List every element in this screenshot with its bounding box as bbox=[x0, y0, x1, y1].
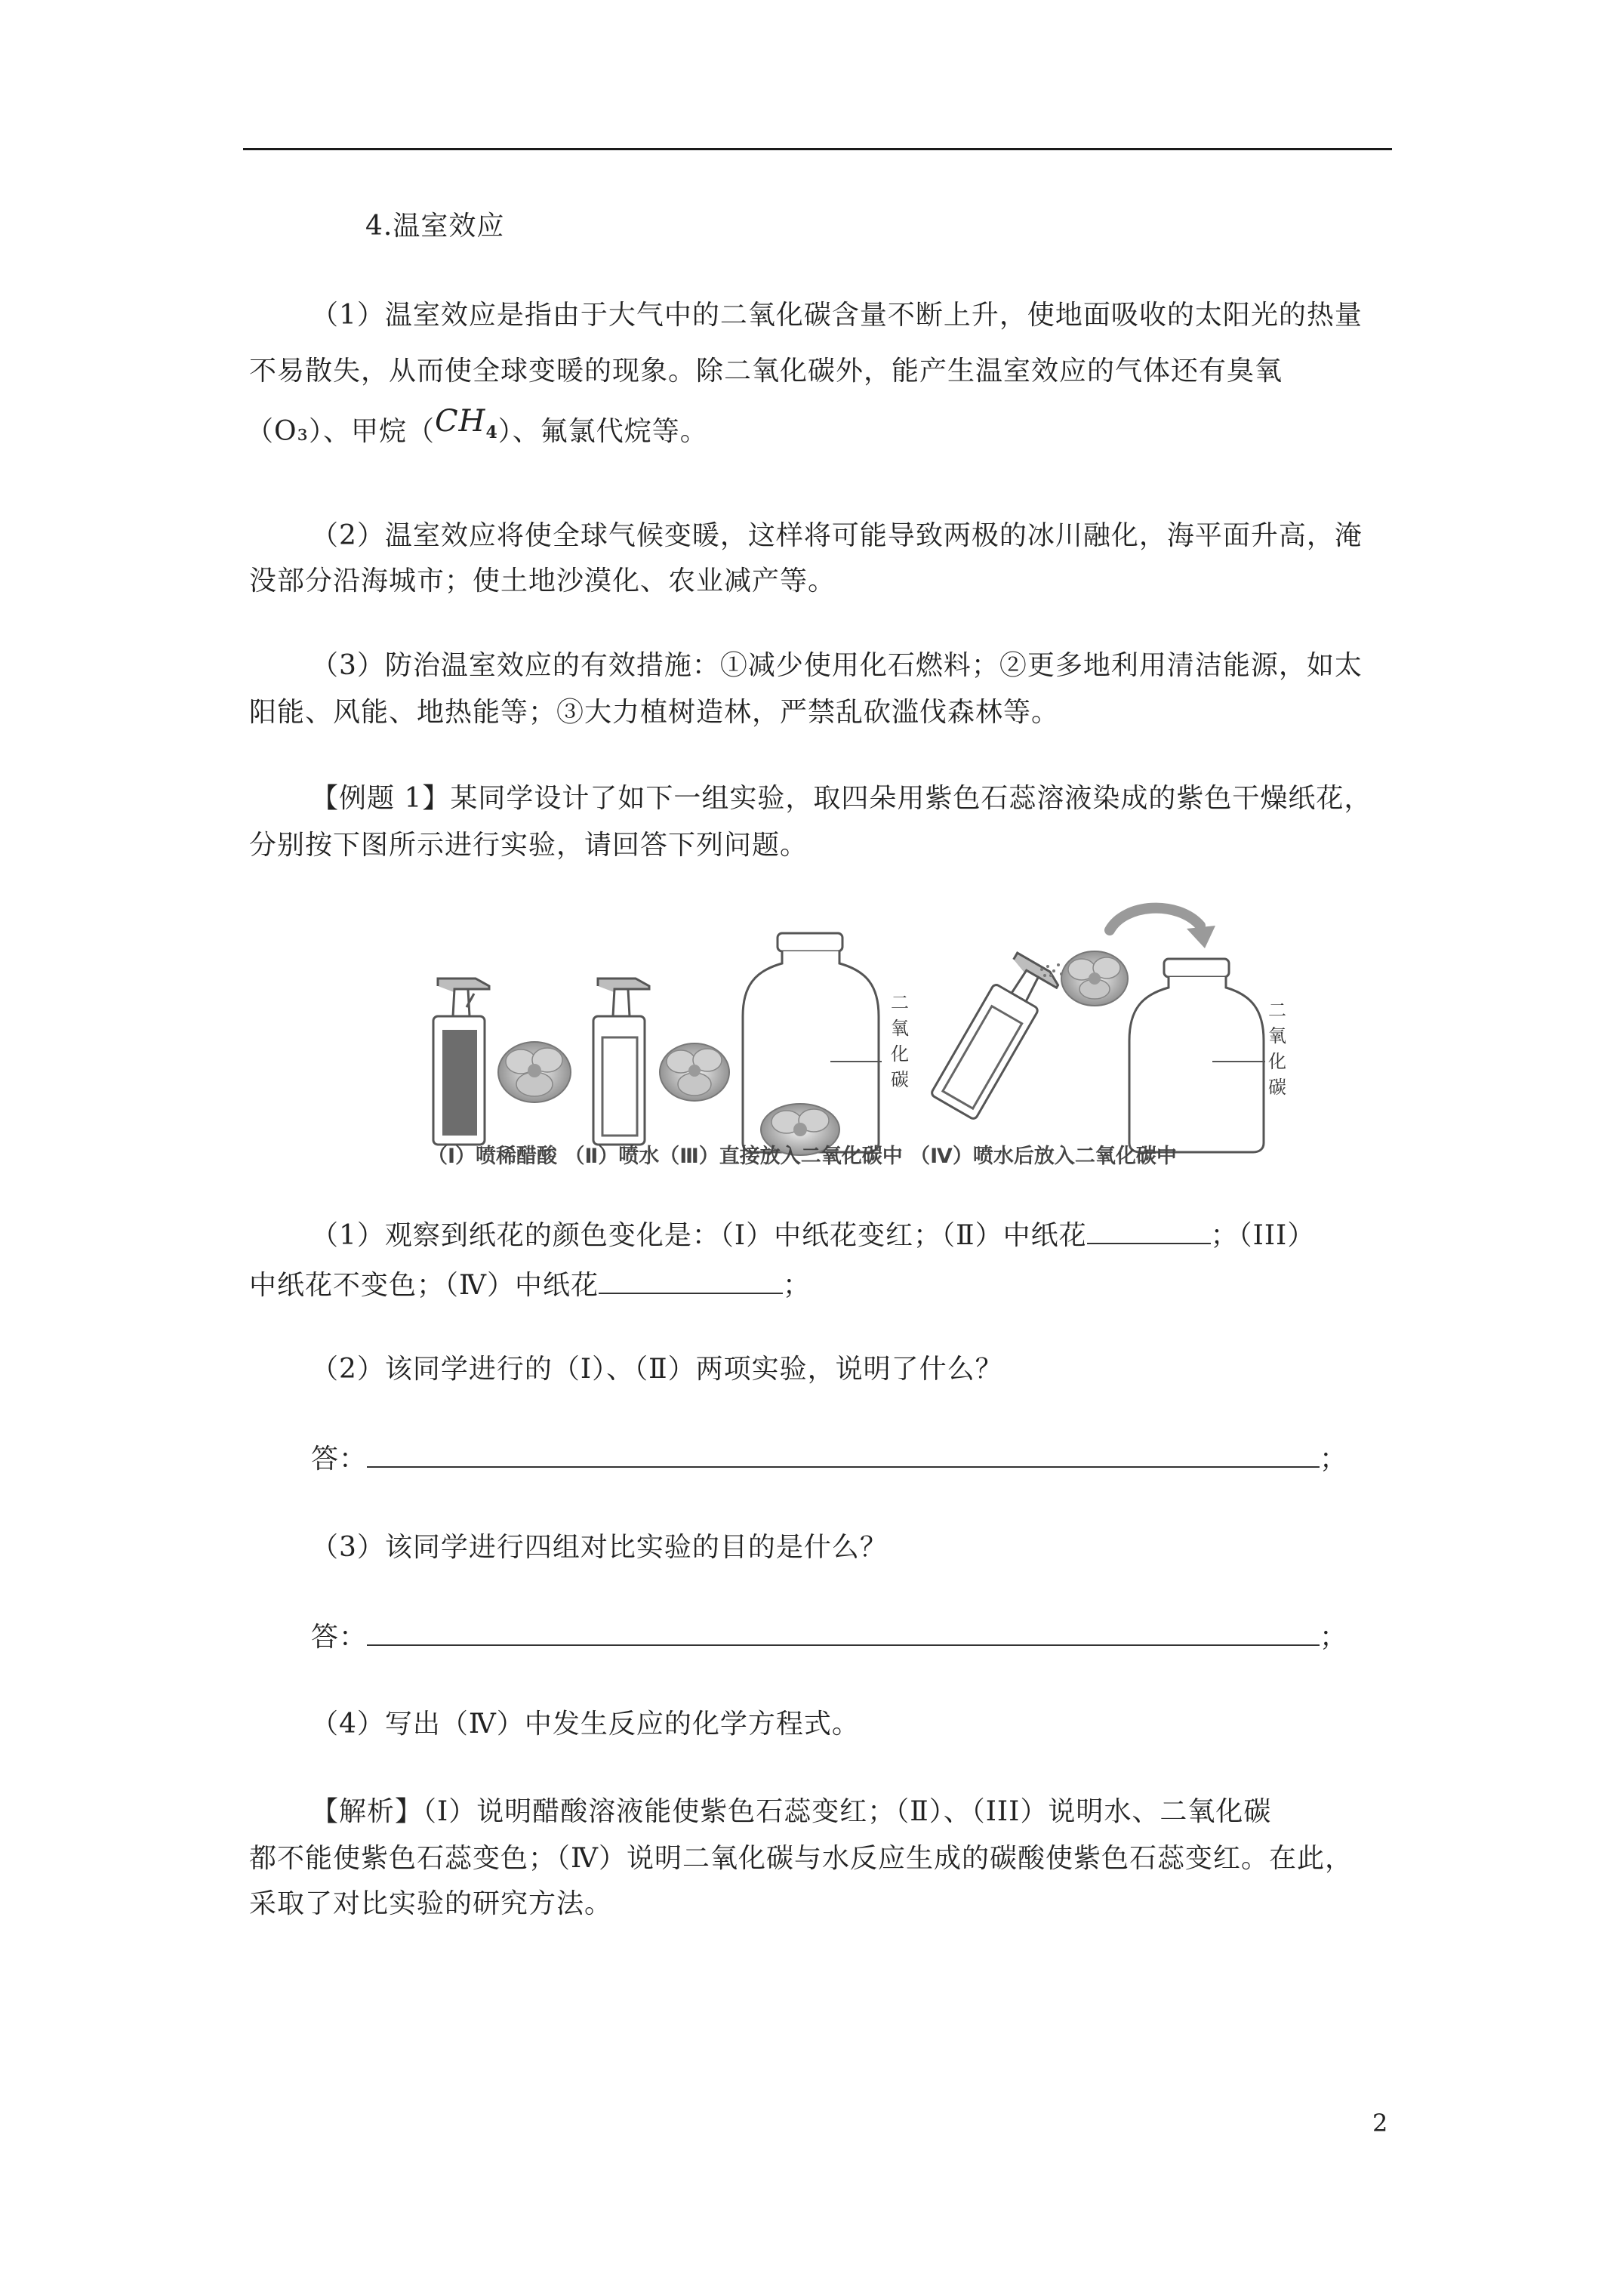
jar-2-label-char-2: 氧 bbox=[1268, 1025, 1286, 1046]
spray-bottle-1-icon bbox=[433, 978, 489, 1145]
q2-answer-label: 答： bbox=[311, 1444, 368, 1475]
analysis-tag: 【解析】 bbox=[311, 1796, 423, 1827]
q4-question: （4）写出（Ⅳ）中发生反应的化学方程式。 bbox=[311, 1709, 860, 1740]
p1-line1: （1）温室效应是指由于大气中的二氧化碳含量不断上升，使地面吸收的太阳光的热量 bbox=[311, 300, 1363, 331]
p2-line1: （2）温室效应将使全球气候变暖，这样将可能导致两极的冰川融化，海平面升高，淹 bbox=[311, 520, 1363, 551]
jar-2-label-char-4: 碳 bbox=[1268, 1077, 1286, 1098]
jar-1-label-char-4: 碳 bbox=[891, 1069, 909, 1090]
p1-line2: 不易散失，从而使全球变暖的现象。除二氧化碳外，能产生温室效应的气体还有臭氧 bbox=[249, 356, 1283, 387]
flower-4-icon bbox=[1061, 951, 1128, 1006]
q1-line2-end: ； bbox=[782, 1270, 811, 1301]
p2-line2: 没部分沿海城市；使土地沙漠化、农业减产等。 bbox=[249, 566, 836, 596]
analysis-text-1: （Ⅰ）说明醋酸溶液能使紫色石蕊变红；（Ⅱ）、（III）说明水、二氧化碳 bbox=[423, 1796, 1272, 1827]
jar-2-label-char-1: 二 bbox=[1268, 1000, 1286, 1021]
jar-1-label-char-1: 二 bbox=[891, 992, 909, 1013]
q1-blank-2[interactable] bbox=[1087, 1219, 1211, 1244]
q1-blank-4[interactable] bbox=[599, 1268, 783, 1294]
q1-line2 bbox=[249, 1268, 811, 1302]
experiment-figure bbox=[423, 903, 1286, 1178]
co2-jar-2-icon bbox=[1129, 959, 1265, 1152]
p1-line3 bbox=[246, 404, 708, 458]
analysis-line1 bbox=[311, 1795, 1271, 1829]
section-title: 4.温室效应 bbox=[365, 211, 505, 242]
q3-answer-label: 答： bbox=[311, 1622, 368, 1653]
p1-line3-b: ）、氟氯代烷等。 bbox=[497, 416, 708, 447]
q3-question: （3）该同学进行四组对比实验的目的是什么？ bbox=[311, 1532, 888, 1563]
q1-line1-text: （1）观察到纸花的颜色变化是：（Ⅰ）中纸花变红；（Ⅱ）中纸花 bbox=[311, 1220, 1087, 1251]
spray-bottle-2-icon bbox=[593, 978, 649, 1145]
flower-1-icon bbox=[498, 1042, 571, 1102]
analysis-line2: 都不能使紫色石蕊变色；（Ⅳ）说明二氧化碳与水反应生成的碳酸使紫色石蕊变红。在此， bbox=[249, 1843, 1353, 1874]
example-line1 bbox=[311, 782, 1372, 815]
q1-line2-text: 中纸花不变色；（Ⅳ）中纸花 bbox=[249, 1270, 599, 1301]
ch4-main: CH bbox=[434, 404, 486, 439]
p1-line3-a: （O₃）、甲烷（ bbox=[246, 416, 435, 447]
example-line2: 分别按下图所示进行实验，请回答下列问题。 bbox=[249, 830, 808, 861]
ch4-sub: 4 bbox=[485, 423, 498, 442]
co2-jar-1-icon bbox=[743, 933, 882, 1155]
q3-answer-line bbox=[311, 1620, 1347, 1654]
figure-caption: （Ⅰ）喷稀醋酸 （Ⅱ）喷水（Ⅲ）直接放入二氧化碳中 （Ⅳ）喷水后放入二氧化碳中 bbox=[427, 1145, 1177, 1168]
q1-line1-end: ；（III） bbox=[1210, 1220, 1316, 1251]
p3-line2: 阳能、风能、地热能等；③大力植树造林，严禁乱砍滥伐森林等。 bbox=[249, 697, 1060, 728]
q1-line1 bbox=[311, 1219, 1315, 1253]
q3-answer-blank[interactable] bbox=[367, 1620, 1320, 1646]
p3-line1: （3）防治温室效应的有效措施：①减少使用化石燃料；②更多地利用清洁能源，如太 bbox=[311, 650, 1363, 681]
q2-answer-end: ； bbox=[1320, 1444, 1348, 1475]
header-rule bbox=[243, 148, 1392, 150]
curved-arrow-icon bbox=[1110, 908, 1215, 948]
example-tag: 【例题 1】 bbox=[311, 783, 451, 814]
q2-question: （2）该同学进行的（Ⅰ）、（Ⅱ）两项实验，说明了什么？ bbox=[311, 1354, 1003, 1385]
analysis-line3: 采取了对比实验的研究方法。 bbox=[249, 1888, 613, 1919]
example-text-1: 某同学设计了如下一组实验，取四朵用紫色石蕊溶液染成的紫色干燥纸花， bbox=[450, 783, 1372, 814]
page-number: 2 bbox=[1372, 2109, 1388, 2137]
ch4-formula bbox=[434, 404, 498, 442]
flower-2-icon bbox=[660, 1043, 729, 1101]
q2-answer-line bbox=[311, 1442, 1347, 1476]
jar-1-label-char-3: 化 bbox=[891, 1043, 909, 1065]
jar-1-label-char-2: 氧 bbox=[891, 1018, 909, 1039]
q2-answer-blank[interactable] bbox=[367, 1442, 1320, 1468]
jar-2-label-char-3: 化 bbox=[1268, 1051, 1286, 1072]
spray-bottle-4-icon bbox=[930, 951, 1061, 1123]
experiment-illustration bbox=[423, 903, 1286, 1178]
q3-answer-end: ； bbox=[1320, 1622, 1348, 1653]
